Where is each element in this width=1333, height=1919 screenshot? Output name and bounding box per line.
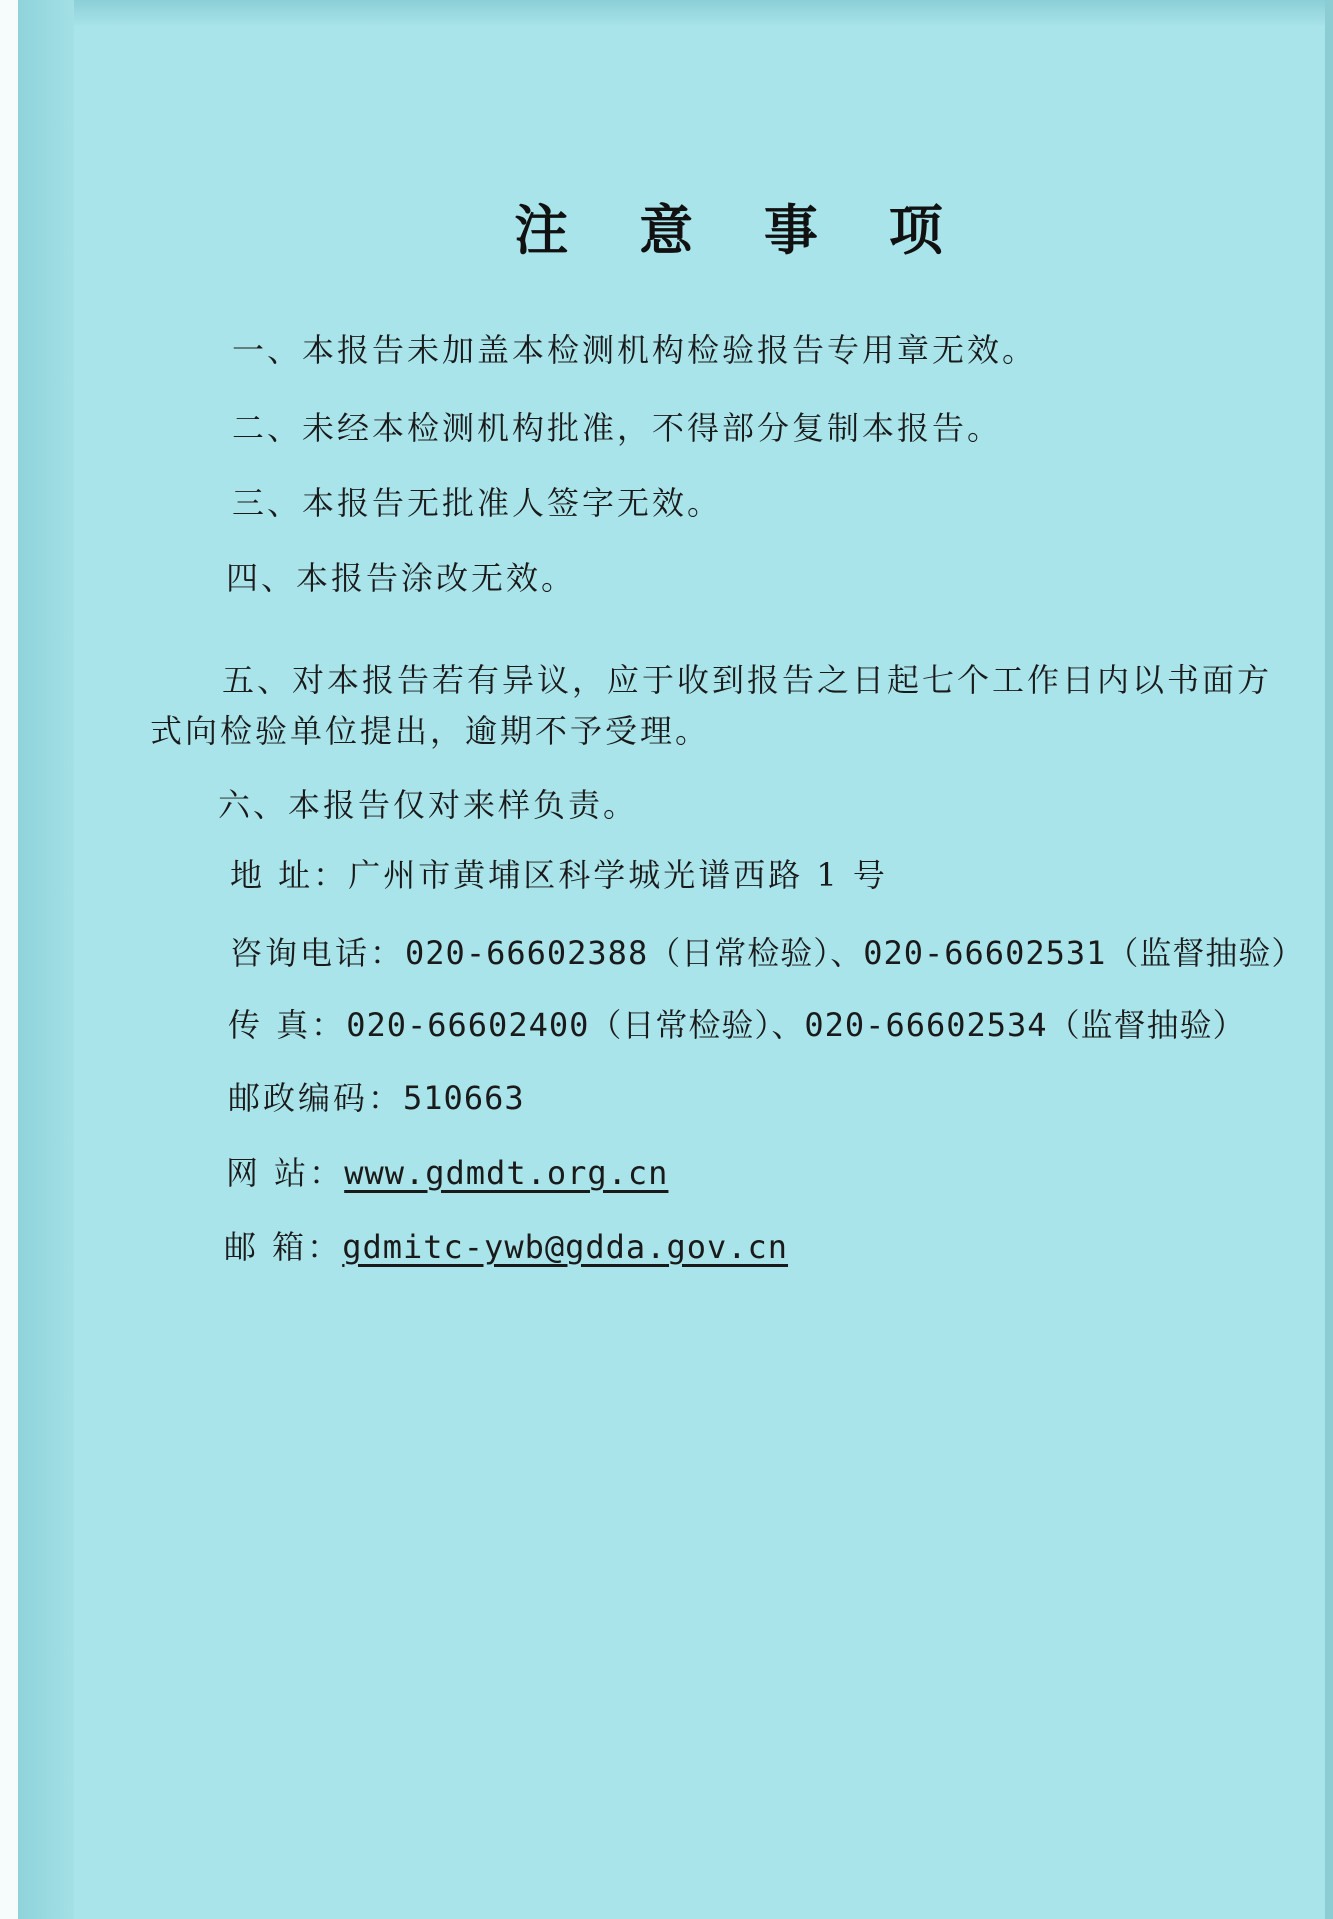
website-row — [226, 1148, 668, 1194]
note-3: 三、本报告无批准人签字无效。 — [232, 484, 723, 522]
note-1: 一、本报告未加盖本检测机构检验报告专用章无效。 — [232, 331, 1038, 369]
address-label: 地 址： — [230, 856, 349, 894]
email-row — [224, 1222, 788, 1268]
phone-value: 020-66602388（日常检验）、020-66602531（监督抽验） — [405, 934, 1305, 972]
phone-label: 咨询电话： — [230, 934, 406, 972]
website-link[interactable]: www.gdmdt.org.cn — [344, 1154, 669, 1192]
email-link[interactable]: gdmitc-ywb@gdda.gov.cn — [342, 1228, 789, 1266]
page-title: 注 意 事 项 — [514, 199, 969, 262]
email-label: 邮 箱： — [224, 1228, 343, 1266]
scan-margin — [0, 0, 18, 1919]
fax-row — [228, 1000, 1246, 1046]
postcode-row — [228, 1073, 525, 1119]
address-row — [230, 850, 888, 896]
note-6: 六、本报告仅对来样负责。 — [218, 786, 639, 824]
address-value: 广州市黄埔区科学城光谱西路 1 号 — [348, 856, 888, 894]
note-4: 四、本报告涂改无效。 — [226, 559, 577, 597]
website-label: 网 站： — [226, 1154, 345, 1192]
right-edge — [1325, 0, 1333, 1919]
cover-edge — [18, 0, 74, 1919]
phone-row — [230, 928, 1304, 974]
fax-label: 传 真： — [228, 1006, 347, 1044]
postcode-label: 邮政编码： — [228, 1079, 404, 1117]
postcode-value: 510663 — [403, 1079, 525, 1117]
note-5-line-1: 五、对本报告若有异议，应于收到报告之日起七个工作日内以书面方 — [222, 661, 1273, 699]
note-5-line-2: 式向检验单位提出，逾期不予受理。 — [150, 712, 711, 750]
top-shadow — [74, 0, 1333, 26]
note-2: 二、未经本检测机构批准，不得部分复制本报告。 — [232, 409, 1003, 447]
fax-value: 020-66602400（日常检验）、020-66602534（监督抽验） — [346, 1006, 1246, 1044]
